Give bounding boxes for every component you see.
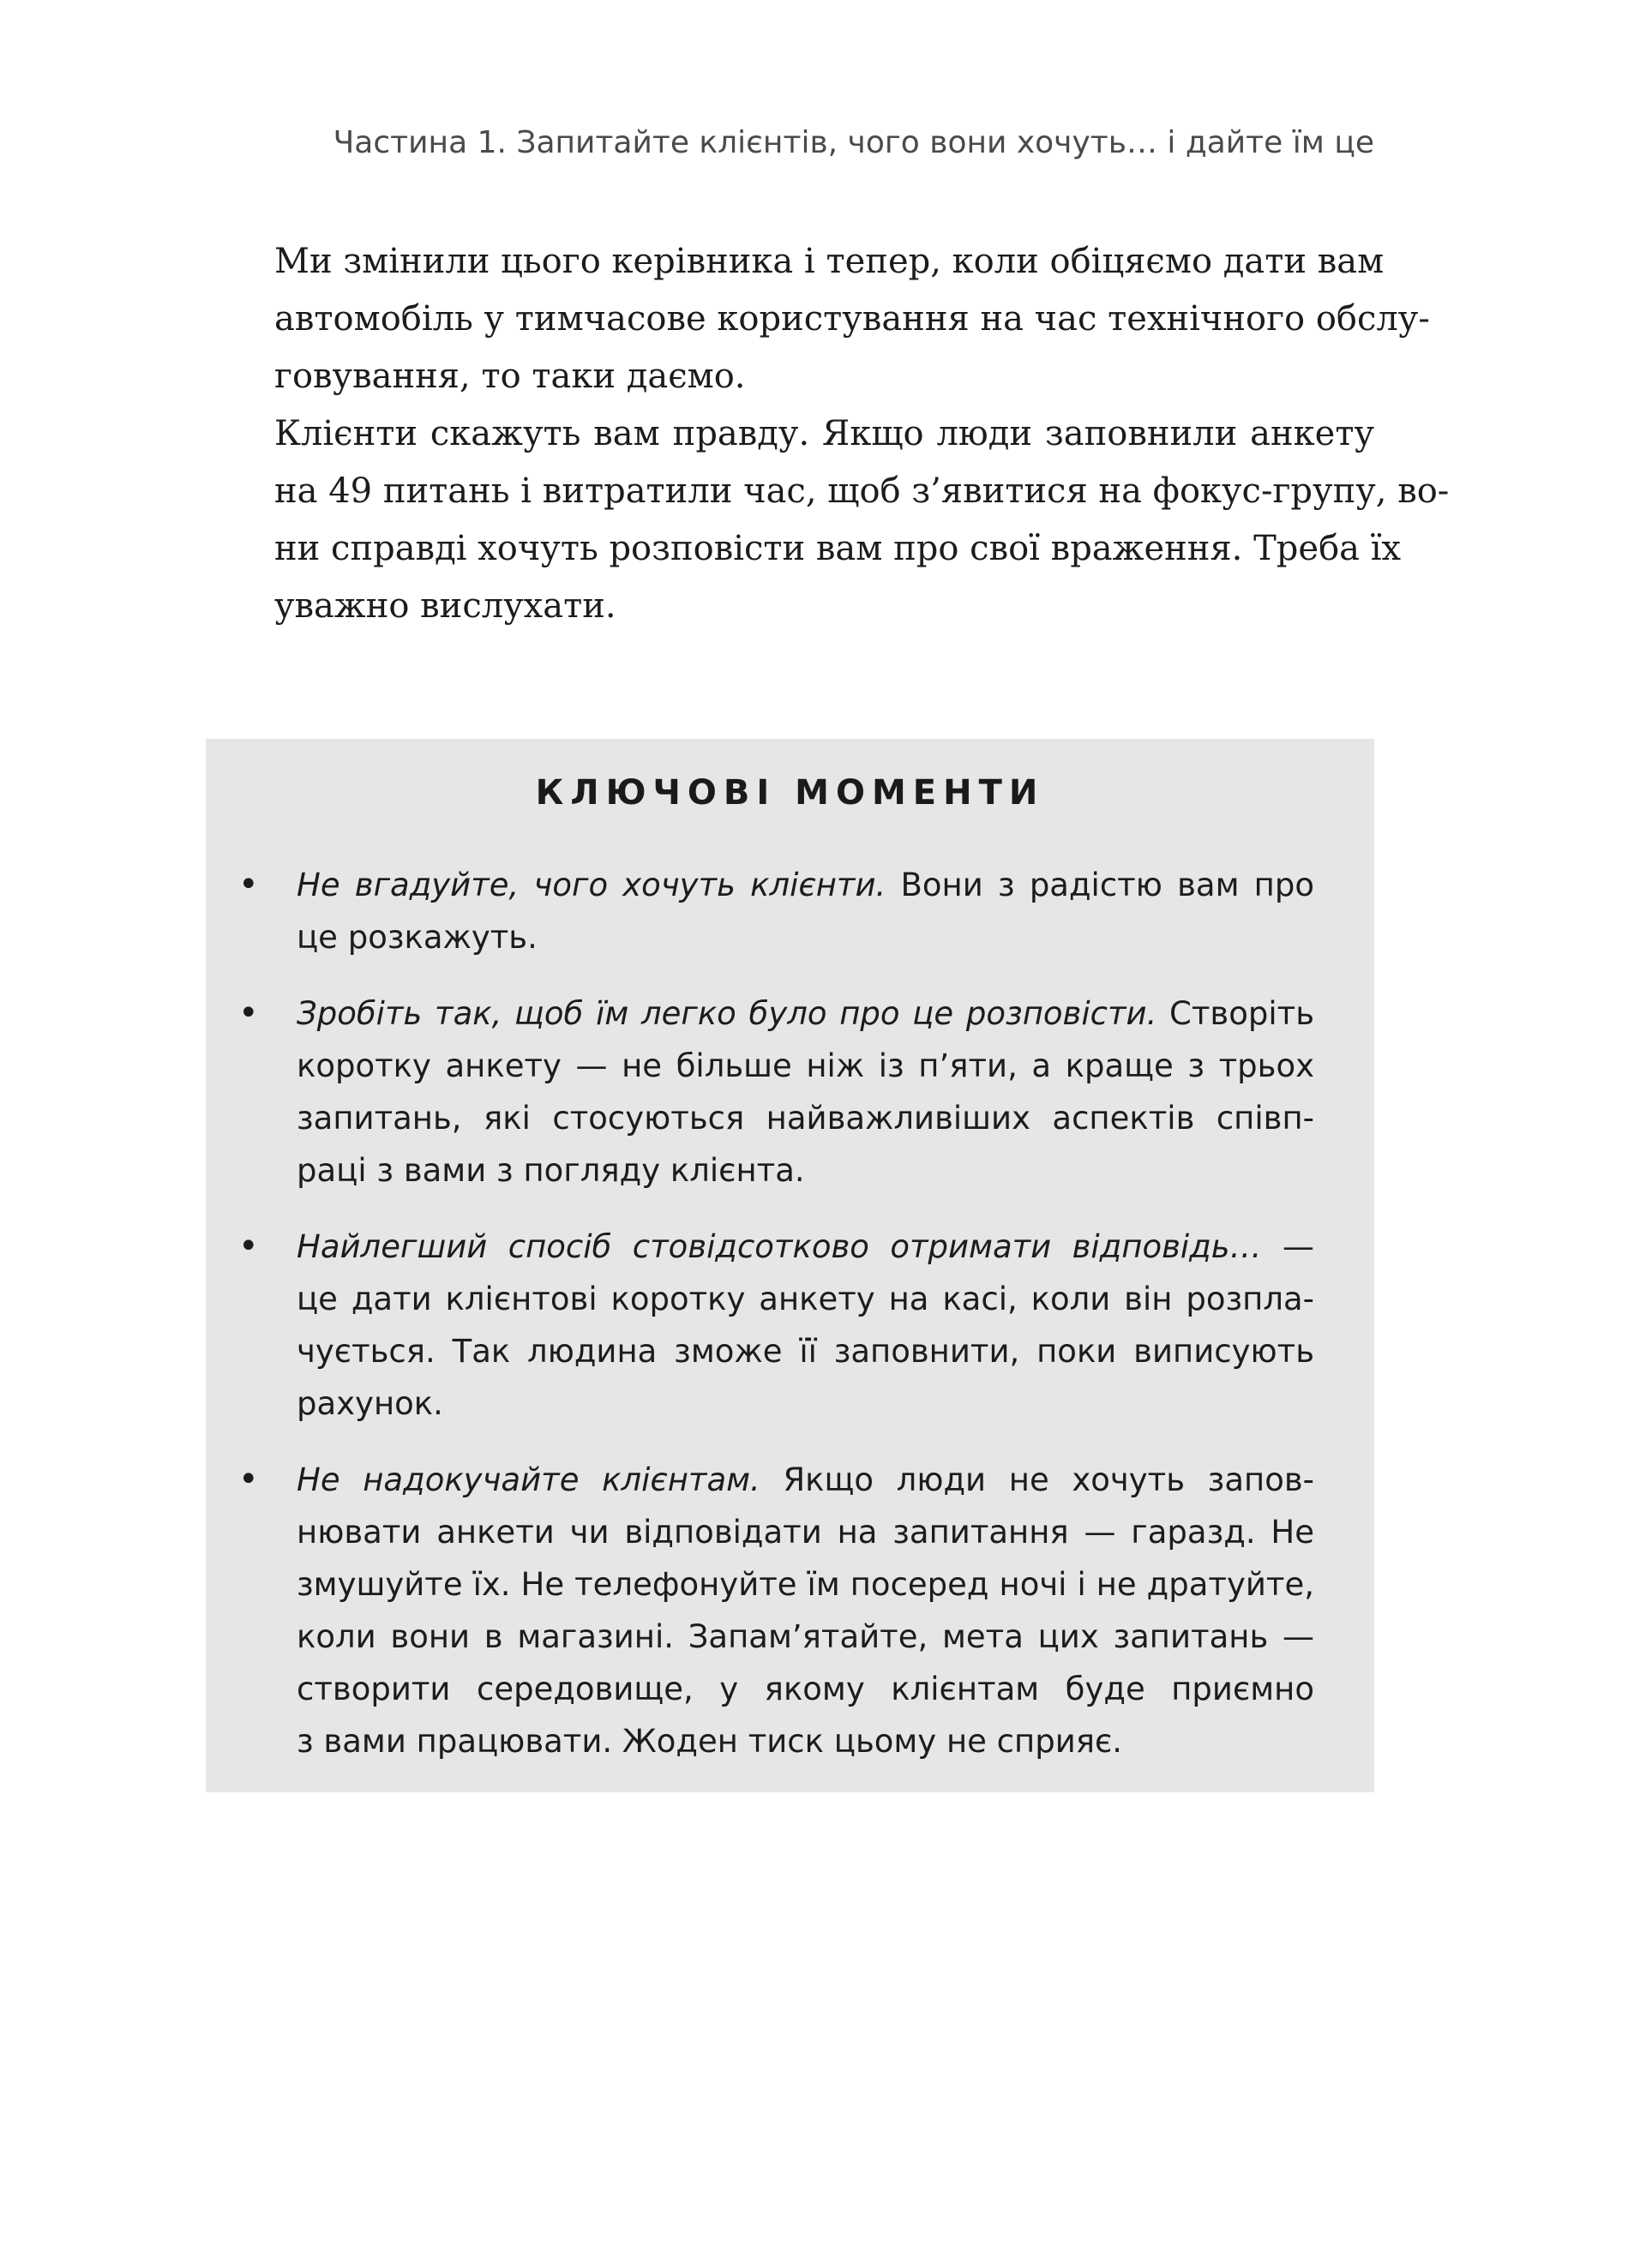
text-line: на 49 питань і витратили час, щоб з’явитися на фокус-групу, во- [274, 471, 1450, 511]
text-line: говування, то таки даємо. [274, 357, 746, 396]
text-line: коли вони в магазині. Запам’ятайте, мета цих запитань — [297, 1618, 1314, 1655]
key-point-lead: Не надокучайте клієнтам. [297, 1461, 760, 1498]
text-line: уважно вислухати. [274, 586, 616, 626]
text-line: Клієнти скажуть вам правду. Якщо люди заповнили анкету [274, 414, 1374, 453]
key-point-lead: Зробіть так, щоб їм легко було про це розповісти. [297, 995, 1157, 1032]
text-line: з вами працювати. Жоден тиск цьому не сприяє. [297, 1723, 1123, 1760]
bullet-icon: • [238, 1460, 259, 1499]
bullet-icon: • [238, 993, 259, 1033]
text-line: змушуйте їх. Не телефонуйте їм посеред ночі і не дратуйте, [297, 1566, 1314, 1603]
text-line: Ми змінили цього керівника і тепер, коли обіцяємо дати вам [274, 242, 1385, 281]
text-line [297, 1221, 1314, 1273]
key-point-item [206, 1221, 1374, 1430]
paragraph [206, 405, 1450, 635]
text-line: рахунок. [297, 1385, 443, 1422]
key-point-text: — [1261, 1228, 1314, 1265]
key-points-box [206, 739, 1374, 1792]
text-line: це дати клієнтові коротку анкету на касі, коли він розпла- [297, 1281, 1314, 1317]
text-line: створити середовище, у якому клієнтам буде приємно [297, 1671, 1314, 1707]
key-point-item [206, 987, 1374, 1197]
text-line [297, 859, 1314, 911]
key-point-lead: Найлегший спосіб стовідсотково отримати відповідь… [297, 1228, 1262, 1265]
text-line: нювати анкети чи відповідати на запитання — гаразд. Не [297, 1514, 1314, 1551]
key-point-item [206, 1454, 1374, 1767]
key-point-item [206, 859, 1374, 963]
text-line [297, 1454, 1314, 1506]
key-points-title: КЛЮЧОВІ МОМЕНТИ [535, 773, 1045, 813]
text-line: автомобіль у тимчасове користування на час технічного обслу- [274, 299, 1430, 339]
key-point-text: Якщо люди не хочуть запов- [760, 1461, 1314, 1498]
key-points-list [206, 859, 1374, 1791]
key-point-text: Вони з радістю вам про [886, 867, 1314, 903]
text-line: коротку анкету — не більше ніж із п’яти, а краще з трьох [297, 1047, 1314, 1084]
key-point-text: Створіть [1156, 995, 1314, 1032]
text-line: запитань, які стосуються найважливіших аспектів співп- [297, 1100, 1314, 1137]
running-header: Частина 1. Запитайте клієнтів, чого вони хочуть… і дайте їм це [333, 125, 1374, 160]
text-line: раці з вами з погляду клієнта. [297, 1152, 805, 1189]
text-line: це розкажуть. [297, 919, 538, 956]
bullet-icon: • [238, 865, 259, 904]
body-text [206, 233, 1450, 635]
bullet-icon: • [238, 1227, 259, 1266]
text-line [297, 987, 1314, 1040]
paragraph [206, 233, 1430, 405]
text-line: ни справді хочуть розповісти вам про свої враження. Треба їх [274, 529, 1402, 568]
text-line: чується. Так людина зможе її заповнити, поки виписують [297, 1333, 1314, 1370]
key-point-lead: Не вгадуйте, чого хочуть клієнти. [297, 867, 886, 903]
